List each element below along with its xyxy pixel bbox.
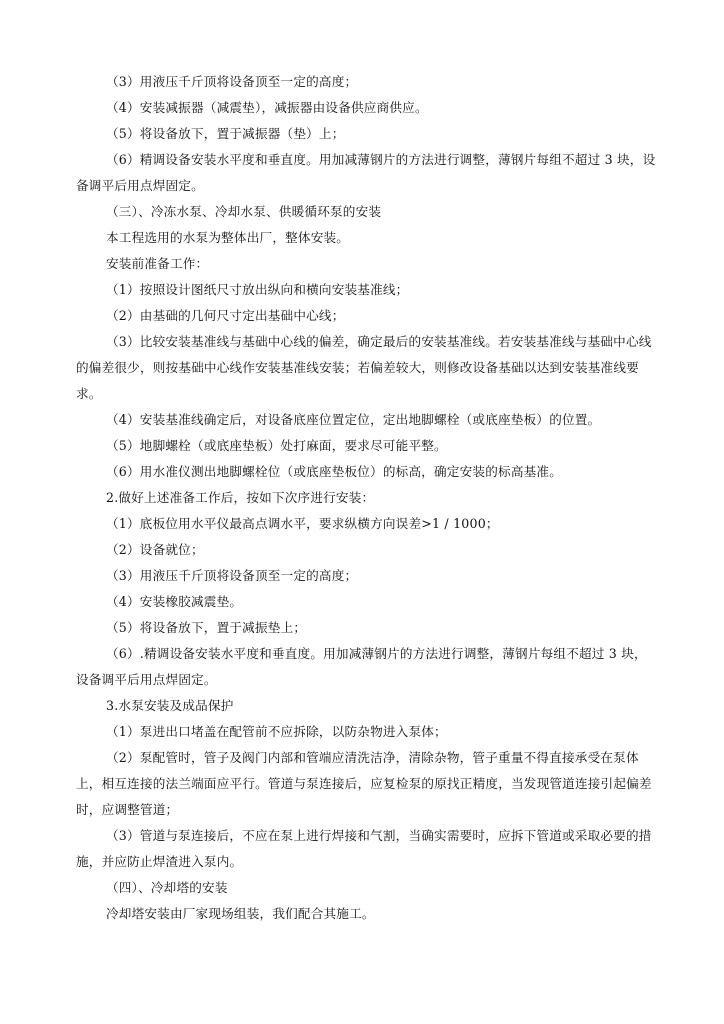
paragraph-line: 备调平后用点焊固定。 — [76, 178, 204, 193]
paragraph-line: （1）泵进出口堵盖在配管前不应拆除，以防杂物进入泵体； — [106, 724, 447, 739]
paragraph-line: （4）安装基准线确定后，对设备底座位置定位，定出地脚螺栓（或底座垫板）的位置。 — [106, 412, 601, 427]
paragraph-line: （5）地脚螺栓（或底座垫板）处打麻面，要求尽可能平整。 — [106, 438, 447, 453]
paragraph-line: （2）设备就位； — [106, 542, 204, 557]
paragraph-line: 设备调平后用点焊固定。 — [76, 672, 217, 687]
paragraph-line: （3）用液压千斤顶将设备顶至一定的高度； — [106, 74, 358, 89]
paragraph-line: （3）比较安装基准线与基础中心线的偏差，确定最后的安装基准线。若安装基准线与基础中心线 — [106, 334, 652, 349]
paragraph-line: 时，应调整管道； — [76, 802, 179, 817]
paragraph-line: 2.做好上述准备工作后，按如下次序进行安装： — [106, 490, 375, 505]
paragraph-line: （2）泵配管时，管子及阀门内部和管端应清洗洁净，清除杂物，管子重量不得直接承受在泵体 — [106, 750, 639, 765]
section-heading: 3.水泵安装及成品保护 — [106, 698, 234, 713]
paragraph-line: 的偏差很少，则按基础中心线作安装基准线安装；若偏差较大，则修改设备基础以达到安装基准线要 — [76, 360, 639, 375]
paragraph-line: （5）将设备放下，置于减振垫上； — [106, 620, 307, 635]
section-heading: （四）、冷却塔的安装 — [106, 880, 228, 895]
paragraph-line: （3）用液压千斤顶将设备顶至一定的高度； — [106, 568, 358, 583]
paragraph-line: （6）用水准仪测出地脚螺栓位（或底座垫板位）的标高，确定安装的标高基准。 — [106, 464, 562, 479]
paragraph-line: 安装前准备工作： — [106, 256, 209, 271]
paragraph-line: （3）管道与泵连接后，不应在泵上进行焊接和气割，当确实需要时，应拆下管道或采取必要的措 — [106, 828, 652, 843]
paragraph-line: （5）将设备放下，置于减振器（垫）上； — [106, 126, 345, 141]
paragraph-line: （6）精调设备安装水平度和垂直度。用加减薄钢片的方法进行调整，薄钢片每组不超过 3 块，设 — [106, 152, 656, 167]
paragraph-line: （1）按照设计图纸尺寸放出纵向和横向安装基准线； — [106, 282, 409, 297]
paragraph-line: （1）底板位用水平仪最高点调水平，要求纵横方向误差>1 / 1000； — [106, 516, 499, 531]
paragraph-line: （2）由基础的几何尺寸定出基础中心线； — [106, 308, 345, 323]
paragraph-line: （4）安装橡胶减震垫。 — [106, 594, 243, 609]
paragraph-line: （6）.精调设备安装水平度和垂直度。用加减薄钢片的方法进行调整，薄钢片每组不超过 3 块， — [106, 646, 647, 661]
paragraph-line: 上，相互连接的法兰端面应平行。管道与泵连接后，应复检泵的原找正精度，当发现管道连接引起偏差 — [76, 776, 652, 791]
paragraph-line: （4）安装减振器（减震垫），减振器由设备供应商供应。 — [106, 100, 428, 115]
paragraph-line: 本工程选用的水泵为整体出厂，整体安装。 — [106, 230, 350, 245]
paragraph-line: 求。 — [76, 386, 102, 401]
section-heading: （三）、冷冻水泵、冷却水泵、供暖循环泵的安装 — [106, 204, 382, 219]
paragraph-line: 施，并应防止焊渣进入泵内。 — [76, 854, 243, 869]
paragraph-line: 冷却塔安装由厂家现场组装，我们配合其施工。 — [106, 906, 375, 921]
